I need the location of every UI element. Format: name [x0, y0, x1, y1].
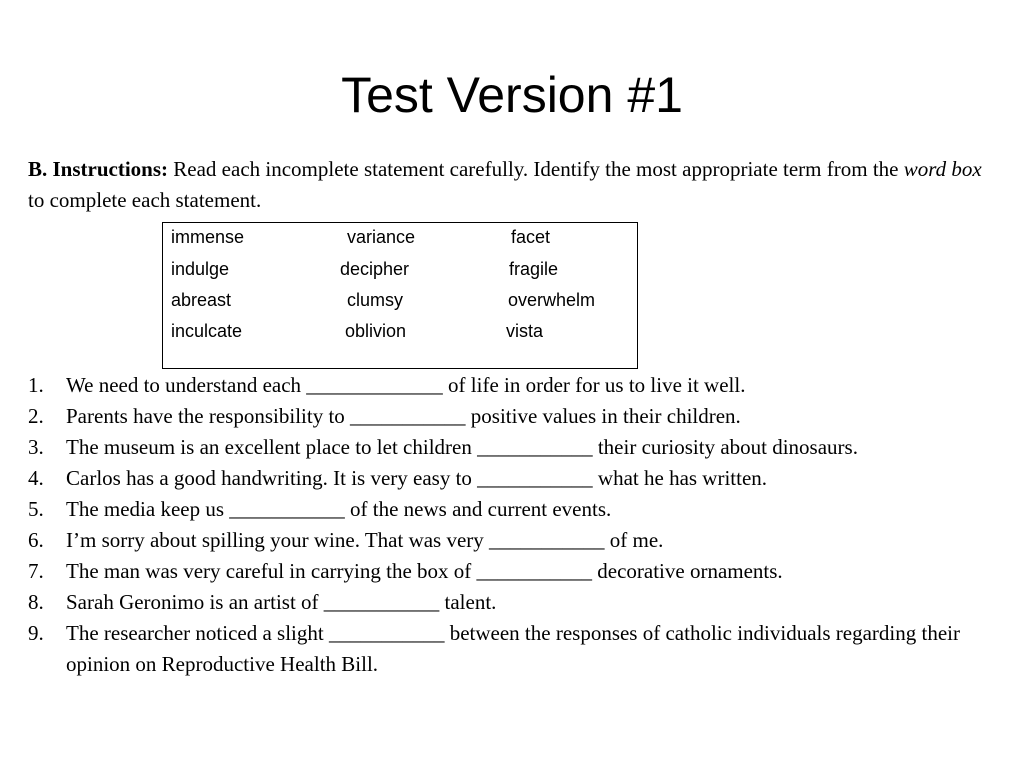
question-item: [28, 463, 988, 494]
instructions-text-before: Read each incomplete statement carefully. Identify the most appropriate term from the: [168, 157, 904, 181]
instructions-label: B. Instructions:: [28, 157, 169, 181]
word-box-row: [163, 227, 637, 255]
question-list: [28, 370, 988, 680]
slide-title: Test Version #1: [341, 67, 683, 123]
instructions-emphasis: word box: [903, 157, 982, 181]
question-item: [28, 370, 988, 401]
question-text: We need to understand each _____________ of life in order for us to live it well.: [66, 373, 746, 397]
word-box-word: clumsy: [347, 290, 404, 310]
word-box-row: [163, 259, 637, 287]
question-item: [28, 525, 988, 556]
instructions-text-after: to complete each statement.: [28, 188, 262, 212]
word-box-word: vista: [506, 321, 544, 341]
question-text: The researcher noticed a slight ___________ between the responses of catholic individuals regarding their opinion on Reproductive Health Bill.: [66, 621, 960, 676]
question-item: [28, 587, 988, 618]
question-text: The media keep us ___________ of the news and current events.: [66, 497, 612, 521]
word-box-word: variance: [347, 227, 416, 247]
word-box-word: decipher: [340, 259, 410, 279]
question-text: Sarah Geronimo is an artist of ___________ talent.: [66, 590, 497, 614]
question-number: 6.: [28, 528, 44, 552]
word-box-row: [163, 290, 637, 318]
word-box-word: immense: [171, 227, 245, 247]
instructions-paragraph: [28, 154, 988, 216]
word-box-word: fragile: [509, 259, 559, 279]
question-text: The museum is an excellent place to let children ___________ their curiosity about dinosaurs.: [66, 435, 858, 459]
word-box-row: [163, 321, 637, 349]
question-text: The man was very careful in carrying the box of ___________ decorative ornaments.: [66, 559, 783, 583]
question-item: [28, 432, 988, 463]
question-number: 1.: [28, 373, 44, 397]
question-item: [28, 494, 988, 525]
word-box-word: overwhelm: [508, 290, 596, 310]
word-box-word: oblivion: [345, 321, 407, 341]
question-number: 3.: [28, 435, 44, 459]
question-item: [28, 556, 988, 587]
question-number: 5.: [28, 497, 44, 521]
question-number: 7.: [28, 559, 44, 583]
word-box-word: inculcate: [171, 321, 243, 341]
question-number: 2.: [28, 404, 44, 428]
word-box-word: abreast: [171, 290, 232, 310]
question-text: I’m sorry about spilling your wine. That was very ___________ of me.: [66, 528, 664, 552]
question-number: 4.: [28, 466, 44, 490]
word-box-word: indulge: [171, 259, 230, 279]
question-text: Carlos has a good handwriting. It is very easy to ___________ what he has written.: [66, 466, 768, 490]
question-item: [28, 401, 988, 432]
word-box: [162, 222, 638, 369]
question-text: Parents have the responsibility to ___________ positive values in their children.: [66, 404, 741, 428]
question-number: 9.: [28, 621, 44, 645]
question-number: 8.: [28, 590, 44, 614]
question-item: [28, 618, 988, 680]
word-box-word: facet: [511, 227, 551, 247]
